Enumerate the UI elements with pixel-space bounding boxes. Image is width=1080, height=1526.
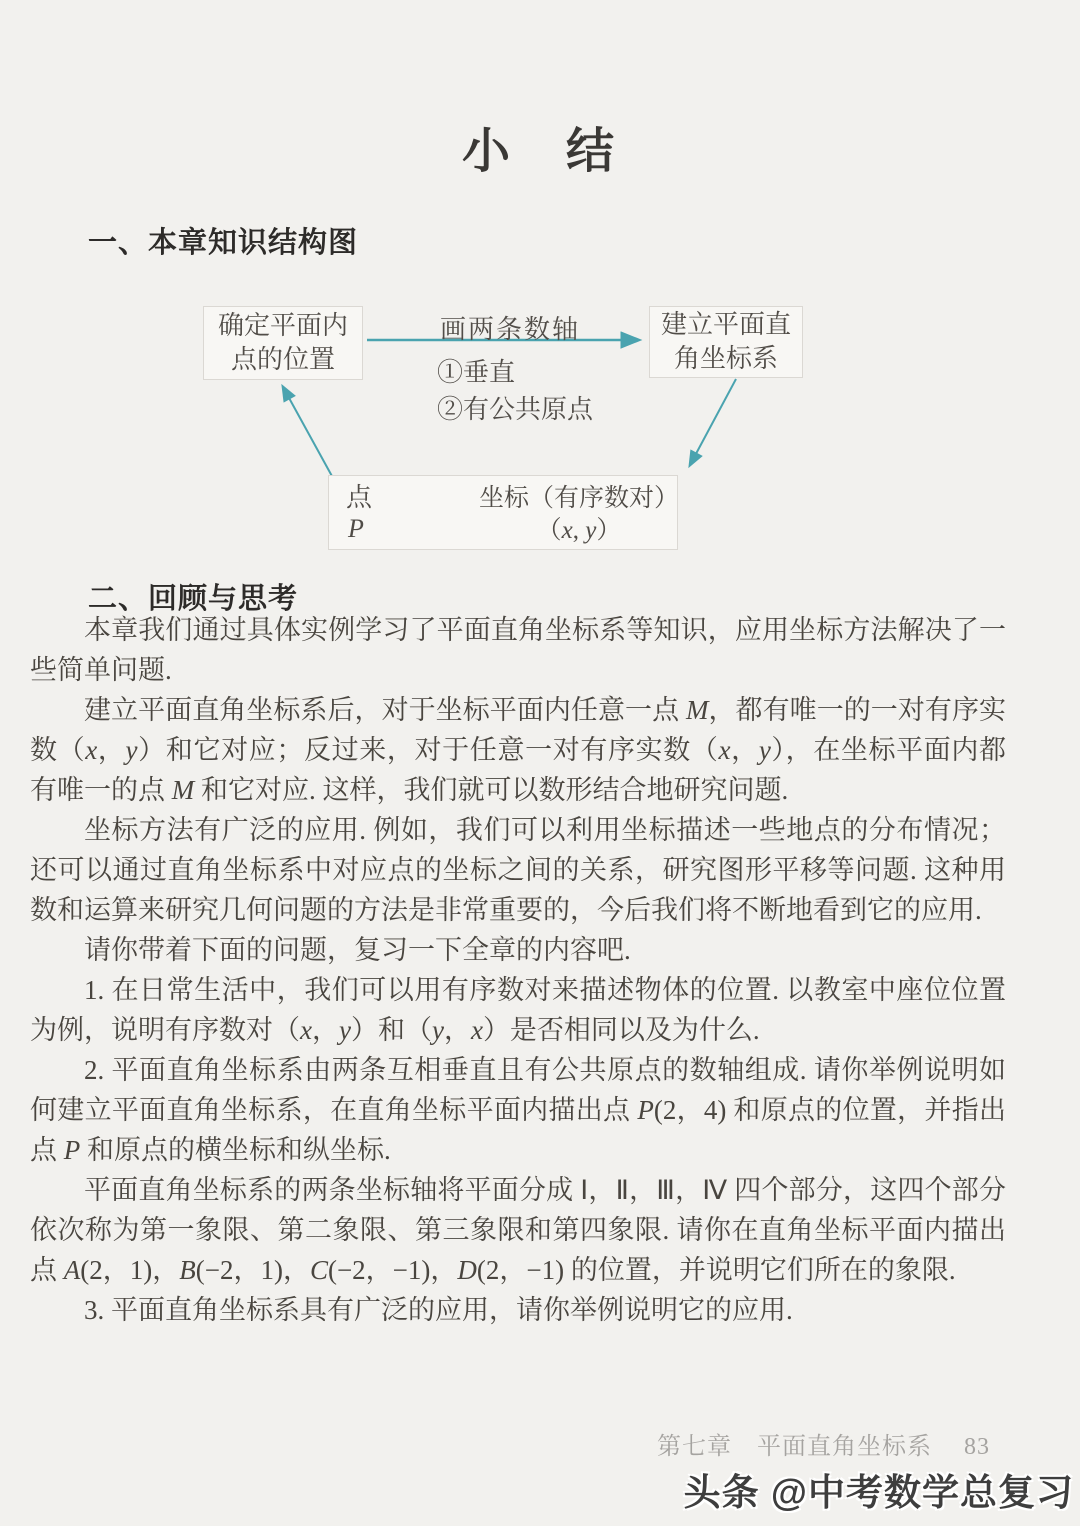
section-heading-knowledge-structure: 一、本章知识结构图 xyxy=(88,227,359,259)
arrow-condition-perpendicular: ①垂直 xyxy=(437,358,516,387)
coordinate-column xyxy=(479,483,679,547)
page-footer-chapter-pagenumber: 第七章 平面直角坐标系 83 xyxy=(657,1434,990,1460)
watermark-toutiao: 头条 @中考数学总复习 xyxy=(683,1472,1074,1513)
point-label: 点 xyxy=(346,483,373,512)
box-right-line2: 角坐标系 xyxy=(673,344,778,373)
paragraph-coordinate-correspondence: 建立平面直角坐标系后，对于坐标平面内任意一点 M，都有唯一的一对有序实数（x，y）和它对应；反过来，对于任意一对有序实数（x，y），在坐标平面内都有唯一的点 M 和它对应. 这样，我们就可以数形结合地研究问题. xyxy=(30,695,1007,805)
diagram-box-point-coordinate xyxy=(328,475,678,550)
box-left-line1: 确定平面内 xyxy=(217,311,348,340)
paragraph-applications: 坐标方法有广泛的应用. 例如，我们可以利用坐标描述一些地点的分布情况；还可以通过直角坐标系中对应点的坐标之间的关系，研究图形平移等问题. 这种用数和运算来研究几何问题的方法是非常重要的，今后我们将不断地看到它的应用. xyxy=(30,815,1006,925)
question-2-continued: 平面直角坐标系的两条坐标轴将平面分成 Ⅰ，Ⅱ，Ⅲ，Ⅳ 四个部分，这四个部分依次称为第一象限、第二象限、第三象限和第四象限. 请你在直角坐标平面内描出点 A(2，1)，B(−2，1)，C(−2，−1)，D(2，−1) 的位置，并说明它们所在的象限. xyxy=(30,1175,1006,1285)
box-left-line2: 点的位置 xyxy=(230,345,335,374)
paragraph-review-prompt: 请你带着下面的问题，复习一下全章的内容吧. xyxy=(84,935,631,965)
diagram-box-build-coordinate-system xyxy=(649,306,803,378)
point-symbol-P: P xyxy=(348,514,364,543)
arrow-condition-common-origin: ②有公共原点 xyxy=(437,395,594,424)
paragraph-intro: 本章我们通过具体实例学习了平面直角坐标系等知识，应用坐标方法解决了一些简单问题. xyxy=(30,615,1006,685)
coordinate-pair: （x, y） xyxy=(536,517,622,544)
review-body xyxy=(30,610,1006,1330)
coordinate-label: 坐标（有序数对） xyxy=(479,485,680,512)
arrow-right-box-to-bottom xyxy=(690,379,736,465)
page-title: 小 结 xyxy=(461,125,618,178)
question-3: 3. 平面直角坐标系具有广泛的应用，请你举例说明它的应用. xyxy=(84,1295,793,1325)
section-heading-review-reflect: 二、回顾与思考 xyxy=(88,583,299,615)
arrow-label-draw-axes: 画两条数轴 xyxy=(440,315,581,344)
arrow-bottom-to-left-box xyxy=(283,387,333,478)
diagram-box-locate-point xyxy=(203,306,363,380)
question-1: 1. 在日常生活中，我们可以用有序数对来描述物体的位置. 以教室中座位位置为例，说明有序数对（x，y）和（y，x）是否相同以及为什么. xyxy=(30,975,1006,1045)
question-2: 2. 平面直角坐标系由两条互相垂直且有公共原点的数轴组成. 请你举例说明如何建立平面直角坐标系，在直角坐标平面内描出点 P(2，4) 和原点的位置，并指出点 P 和原点的横坐标和纵坐标. xyxy=(30,1055,1007,1165)
box-right-line1: 建立平面直 xyxy=(660,310,791,339)
